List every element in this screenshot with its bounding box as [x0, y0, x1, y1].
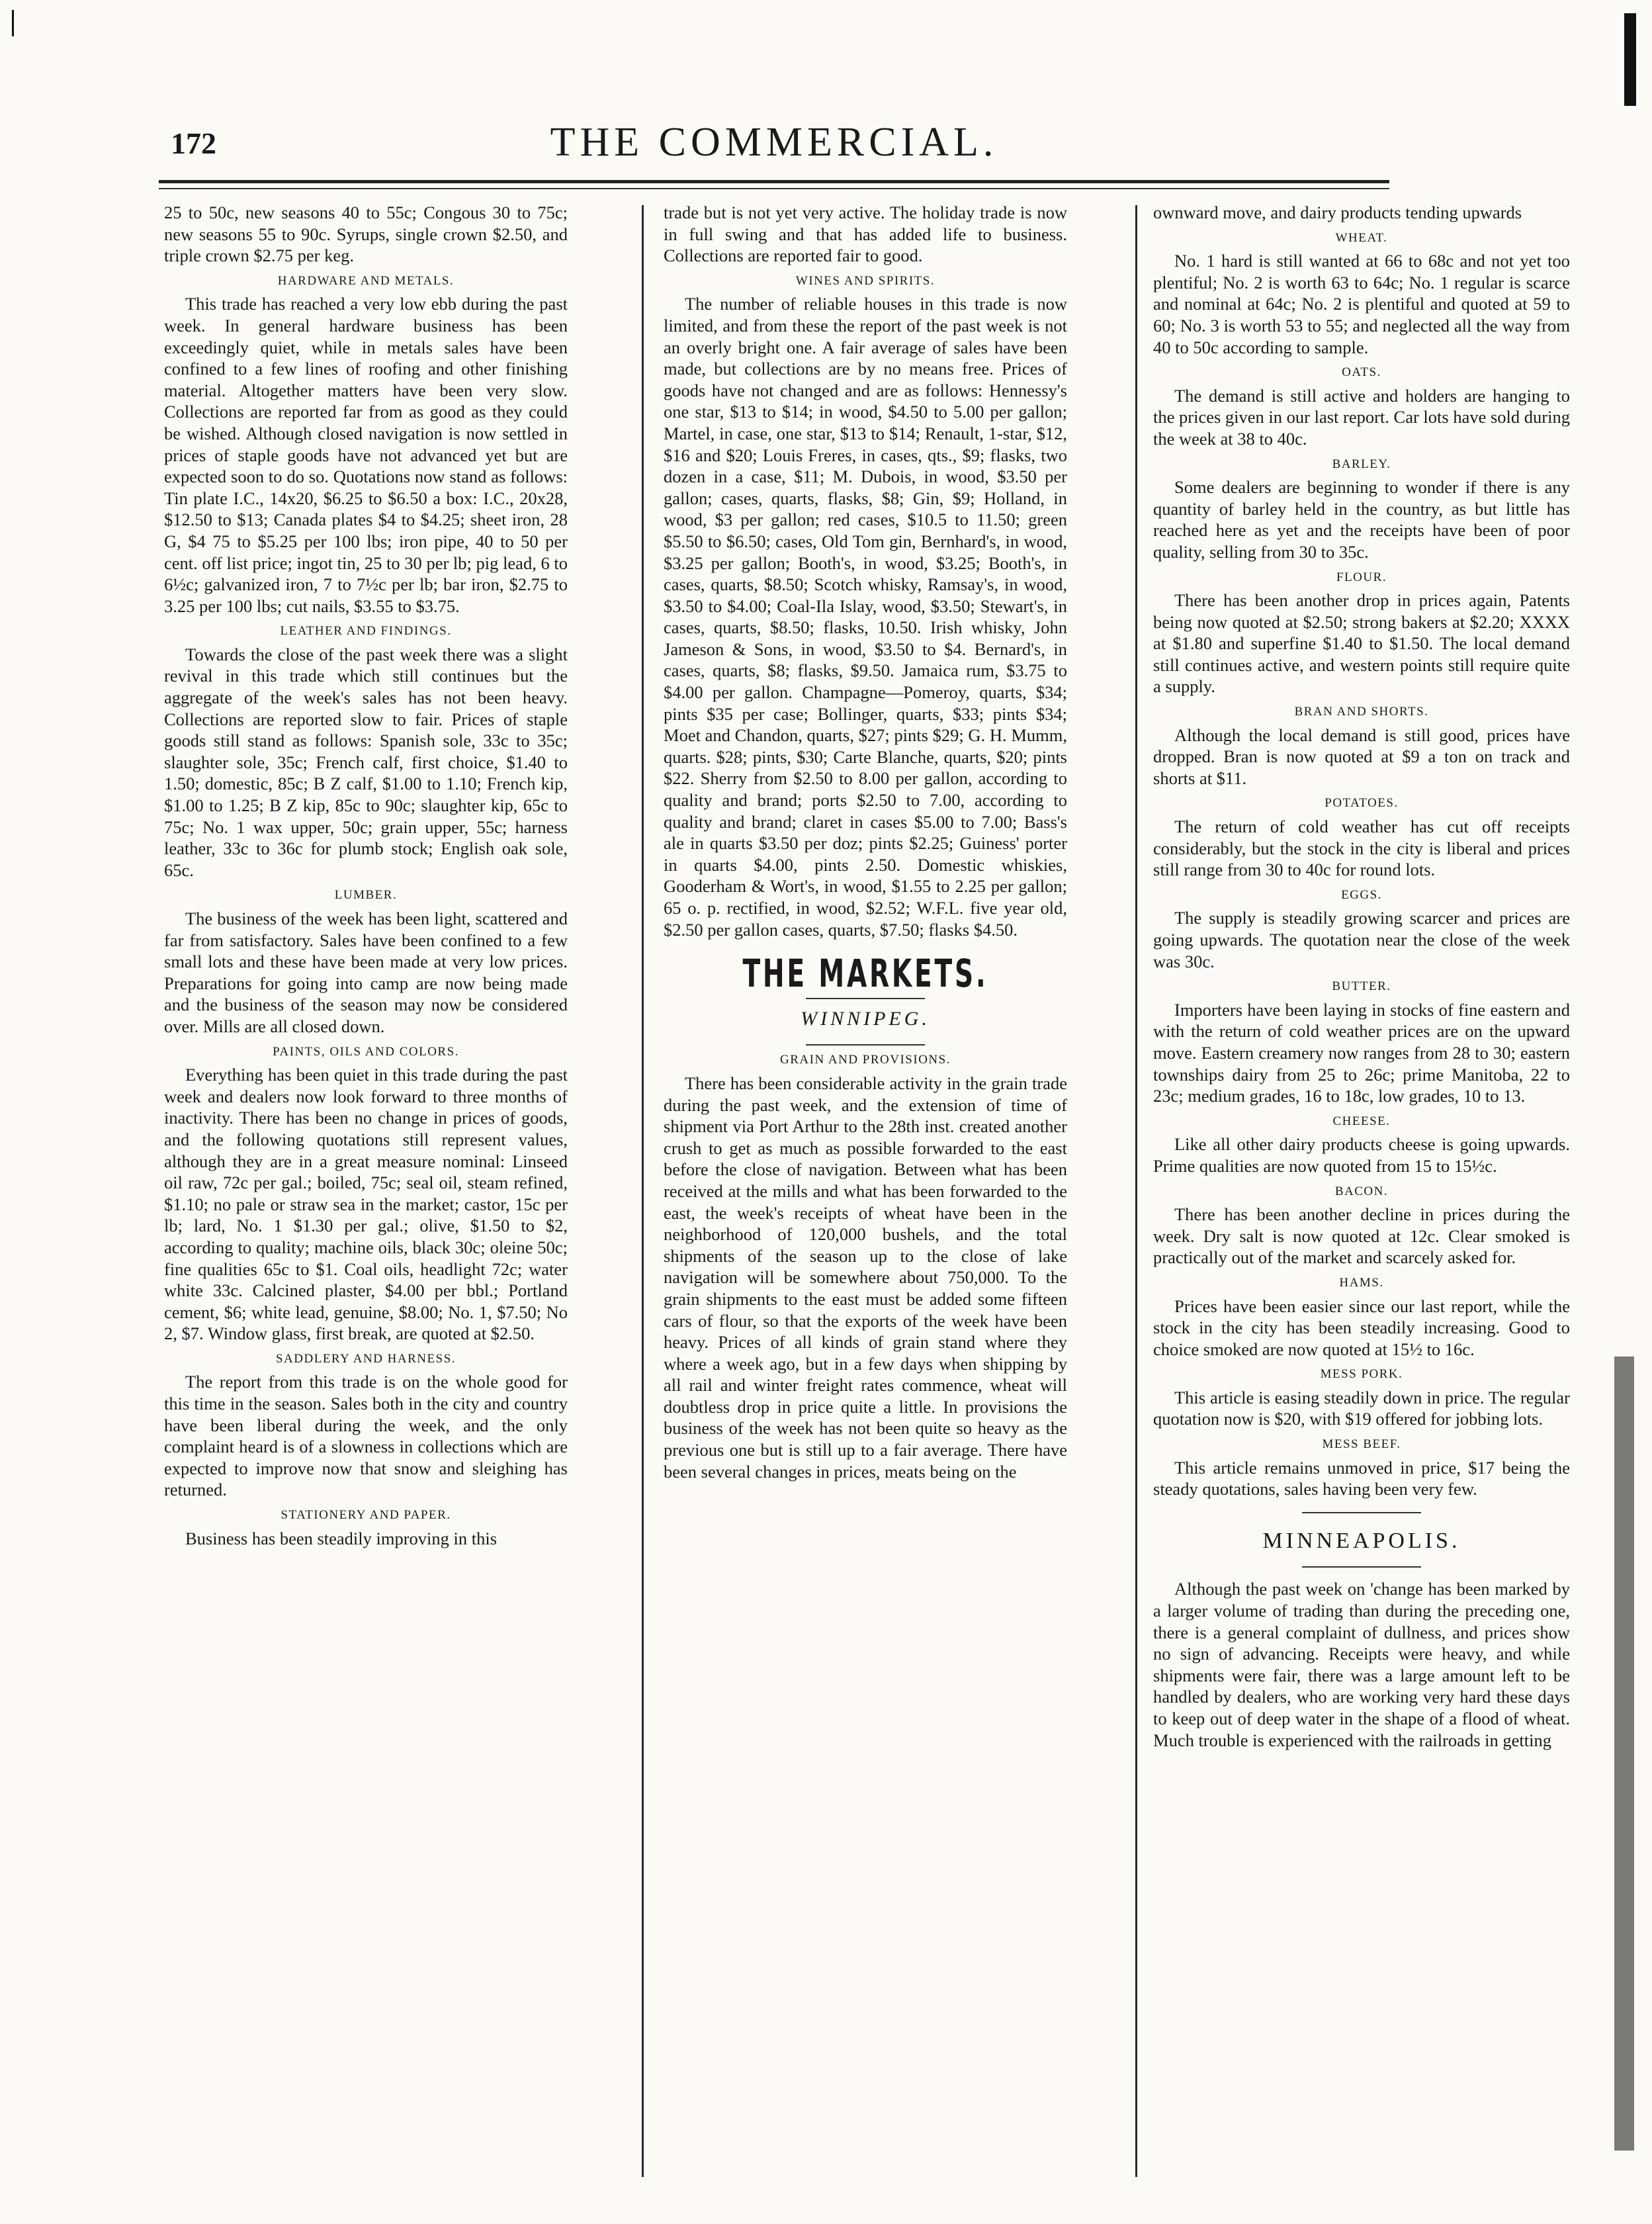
section-heading: POTATOES. [1325, 796, 1399, 811]
section-heading: BUTTER. [1332, 979, 1391, 994]
section-heading: EGGS. [1341, 887, 1382, 902]
article-paragraph: No. 1 hard is still wanted at 66 to 68c and not yet too plentiful; No. 2 is worth 63 to 64c; No. 1 regular is scarce and nominal at 64c; No. 2 is plentiful and quoted at 59 to 60; No. 3 is worth 53 to 55; and neglected all the way from 40 to 50c according to sample. [1153, 251, 1570, 357]
section-heading: LEATHER AND FINDINGS. [280, 624, 452, 639]
title-rule [806, 1044, 925, 1045]
article-paragraph: Prices have been easier since our last report, while the stock in the city has been steadily increasing. Good to choice smoked are now quoted at 15½ to 16c. [1153, 1296, 1570, 1359]
article-paragraph: The number of reliable houses in this trade is now limited, and from these the report of the past week is not an overly bright one. A fair average of sales have been made, but collections are by no means free. Prices of goods have not changed and are as follows: Hennessy's one star, $13 to $14; in wood, $4.50 to 5.00 per gallon; Martel, in case, one star, $13 to $14; Renault, 1-star, $12, $16 and $20; Louis Freres, in cases, qts., $9; flasks, two dozen in a case, $11; M. Dubois, in wood, $3.50 per gallon; cases, quarts, flasks, $8; Gin, $9; Holland, in wood, $3 per gallon; red cases, $10.5 to 11.50; green $5.50 to $6.50; cases, Old Tom gin, Bernhard's, in wood, $3.25 per gallon; Booth's, in wood, $3.25; Booth's, in cases, quarts, $8.50; Scotch whisky, Ramsay's, in wood, $3.50 to $4.00; Coal-Ila Islay, wood, $3.50; Stewart's, in cases, quarts, $8.50; flasks, 10.50. Irish whisky, John Jameson & Sons, in wood, $3.50 to $4. Bernard's, in cases, quarts, $8; flasks, $9.50. Jamaica rum, $3.75 to $4.00 per gallon. Champagne—Pomeroy, quarts, $34; pints $35 per case; Bollinger, quarts, $33; pints $34; Moet and Chandon, quarts, $27; pints $29; G. H. Mumm, quarts. $28; pints, $30; Carte Blanche, quarts, $20; pints $22. Sherry from $2.50 to 8.00 per gallon, according to quality and brand; ports $2.50 to 7.00, according to quality and brand; claret in cases $5.00 to 7.00; Bass's ale in quarts $3.50 per doz; pints $2.25; Guiness' porter in quarts $4.00, pints 2.50. Domestic whiskies, Gooderham & Wort's, in wood, $1.55 to 2.25 per gallon; 65 o. p. rectified, in wood, $2.52; W.F.L. five year old, $2.50 per gallon cases, quarts, $7.50; flasks $4.50. [664, 294, 1067, 940]
section-heading: PAINTS, OILS AND COLORS. [273, 1044, 459, 1059]
article-paragraph: This article remains unmoved in price, $17 being the steady quotations, sales having been very few. [1153, 1457, 1570, 1499]
article-paragraph: The demand is still active and holders are hanging to the prices given in our last report. Car lots have sold during the week at 38 to 40c. [1153, 385, 1570, 449]
article-paragraph: ownward move, and dairy products tending upwards [1153, 202, 1522, 222]
article-paragraph: 25 to 50c, new seasons 40 to 55c; Congous 30 to 75c; new seasons 55 to 90c. Syrups, single crown $2.50, and triple crown $2.75 per keg. [164, 202, 568, 266]
article-paragraph: There has been considerable activity in the grain trade during the past week, and the extension of time of shipment via Port Arthur to the 28th inst. created another crush to get as much as possible forwarded to the east before the close of navigation. Between what has been received at the mills and what has been forwarded to the east, the week's receipts of wheat have been in the neighborhood of 120,000 bushels, and the total shipments of the season up to the close of lake navigation will be somewhere about 750,000. To the grain shipments to the east must be added some fifteen cars of flour, so that the exports of the week have been heavy. Prices of all kinds of grain stand where they where a week ago, but in a few days when shipping by all rail and winter freight rates commence, wheat will doubtless drop in price quite a little. In provisions the business of the week has not been quite so heavy as the previous one but is still up to a fair average. There have been several changes in prices, meats being on the [664, 1073, 1067, 1482]
article-paragraph: Although the past week on 'change has been marked by a larger volume of trading than during the preceding one, there is a general complaint of dullness, and prices show no sign of advancing. Receipts were heavy, and while shipments were fair, there was a large amount left to be handled by dealers, who are working very hard these days to keep out of deep water in the shape of a flood of wheat. Much trouble is experienced with the railroads in getting [1153, 1579, 1570, 1750]
article-paragraph: Some dealers are beginning to wonder if there is any quantity of barley held in the country, as but little has reached here as yet and the receipts have been of poor quality, selling from 30 to 35c. [1153, 477, 1570, 562]
article-paragraph: This article is easing steadily down in price. The regular quotation now is $20, with $19 offered for jobbing lots. [1153, 1387, 1570, 1429]
section-heading: WINES AND SPIRITS. [795, 273, 935, 288]
article-paragraph: Importers have been laying in stocks of fine eastern and with the return of cold weather prices are on the upward move. Eastern creamery now ranges from 28 to 30; eastern townships dairy from 25 to 26c; prime Manitoba, 22 to 23c; medium grades, 16 to 18c, low grades, 10 to 13. [1153, 999, 1570, 1106]
section-heading: STATIONERY AND PAPER. [281, 1508, 451, 1523]
section-heading: SADDLERY AND HARNESS. [275, 1351, 456, 1366]
section-heading: HARDWARE AND METALS. [277, 273, 455, 288]
column-2 [664, 202, 1067, 2180]
section-heading: GRAIN AND PROVISIONS. [780, 1053, 951, 1067]
article-paragraph: Business has been steadily improving in this [185, 1528, 498, 1548]
section-heading: OATS. [1342, 365, 1381, 380]
section-heading: MESS PORK. [1320, 1367, 1403, 1382]
title-rule [806, 998, 925, 999]
column-1 [164, 202, 568, 2180]
header-rule-thin [159, 188, 1389, 189]
title-rule [1302, 1512, 1421, 1513]
section-heading: BRAN AND SHORTS. [1294, 705, 1429, 719]
article-paragraph: This trade has reached a very low ebb during the past week. In general hardware business has been exceedingly quiet, while in metals sales have been confined to a few lines of roofing and other finishing material. Altogether matters have been very slow. Collections are reported far from as good as they could be wished. Although closed navigation is now settled in prices of staple goods have not advanced yet but are expected soon to do so. Quotations now stand as follows: Tin plate I.C., 14x20, $6.25 to $6.50 a box: I.C., 20x28, $12.50 to $13; Canada plates $4 to $4.25; sheet iron, 28 G, $4 75 to $5.25 per 100 lbs; iron pipe, 40 to 50 per cent. off list price; ingot tin, 25 to 30 per lb; pig lead, 6 to 6½c; galvanized iron, 7 to 7½c per lb; bar iron, $2.75 to 3.25 per 100 lbs; cut nails, $3.55 to $3.75. [164, 294, 568, 616]
column-3 [1153, 202, 1570, 2180]
scan-artifact [1614, 1357, 1634, 2151]
column-divider [642, 205, 644, 2177]
scan-artifact [1624, 13, 1636, 106]
page-number: 172 [171, 126, 216, 160]
title-rule [1302, 1566, 1421, 1568]
scan-artifact [12, 10, 14, 36]
article-paragraph: The supply is steadily growing scarcer and prices are going upwards. The quotation near the close of the week was 30c. [1153, 908, 1570, 971]
article-paragraph: trade but is not yet very active. The holiday trade is now in full swing and that has added life to business. Collections are reported fair to good. [664, 202, 1067, 266]
header-rule-thick [159, 180, 1389, 183]
article-paragraph: Although the local demand is still good, prices have dropped. Bran is now quoted at $9 a ton on track and shorts at $11. [1153, 725, 1570, 788]
section-heading: WHEAT. [1335, 230, 1388, 245]
section-heading: FLOUR. [1336, 570, 1387, 584]
article-paragraph: There has been another decline in prices during the week. Dry salt is now quoted at 12c. Clear smoked is practically out of the market and scarcely asked for. [1153, 1204, 1570, 1268]
article-paragraph: The return of cold weather has cut off receipts considerably, but the stock in the city is liberal and prices still range from 30 to 40c for round lots. [1153, 817, 1570, 880]
masthead-title: THE COMMERCIAL. [550, 120, 998, 165]
article-paragraph: Everything has been quiet in this trade during the past week and dealers now look forward to three months of inactivity. There has been no change in prices of goods, and the following quotations still represent values, although they are in a great measure nominal: Linseed oil raw, 72c per gal.; boiled, 75c; seal oil, steam refined, $1.10; no pale or straw sea in the market; castor, 15c per lb; lard, No. 1 $1.30 per gal.; olive, $1.50 to $2, according to quality; machine oils, black 30c; oleine 50c; fine qualities 65c to $1. Coal oils, headlight 72c; water white 33c. Calcined plaster, $4.00 per bbl.; Portland cement, $6; white lead, genuine, $8.00; No. 1, $7.50; No 2, $7. Window glass, first break, are quoted at $2.50. [164, 1065, 568, 1344]
section-heading: MESS BEEF. [1322, 1437, 1401, 1452]
article-paragraph: Towards the close of the past week there was a slight revival in this trade which still continues but the aggregate of the week's sales has not been heavy. Collections are reported slow to fair. Prices of staple goods still stand as follows: Spanish sole, 33c to 35c; slaughter sole, 35c; French calf, first choice, $1.40 to 1.50; domestic, 85c; B Z calf, $1.00 to 1.10; French kip, $1.00 to 1.25; B Z kip, 85c to 90c; slaughter kip, 65c to 75c; No. 1 wax upper, 50c; grain upper, 55c; harness leather, 33c to 36c for plumb stock; English oak sole, 65c. [164, 644, 568, 880]
section-heading: CHEESE. [1332, 1114, 1391, 1128]
markets-title: THE MARKETS. [742, 951, 988, 997]
winnipeg-title: WINNIPEG. [801, 1007, 930, 1030]
article-paragraph: Like all other dairy products cheese is going upwards. Prime qualities are now quoted from 15 to 15½c. [1153, 1134, 1570, 1176]
page-header [159, 119, 1389, 179]
article-paragraph: There has been another drop in prices again, Patents being now quoted at $2.50; strong bakers at $2.20; XXXX at $1.80 and superfine $1.40 to $1.50. The local demand still continues active, and western points still require quite a supply. [1153, 590, 1570, 697]
minneapolis-title: MINNEAPOLIS. [1262, 1528, 1461, 1553]
article-paragraph: The report from this trade is on the whole good for this time in the season. Sales both in the city and country have been liberal during the week, and the only complaint heard is of a slowness in collections which are expected to improve now that snow and sleighing has returned. [164, 1372, 568, 1500]
article-paragraph: The business of the week has been light, scattered and far from satisfactory. Sales have been confined to a few small lots and these have been made at very low prices. Preparations for going into camp are now being made and the business of the season may now be considered over. Mills are all closed down. [164, 909, 568, 1036]
column-divider [1135, 205, 1137, 2177]
section-heading: BARLEY. [1332, 457, 1391, 471]
section-heading: LUMBER. [334, 888, 398, 903]
section-heading: BACON. [1334, 1184, 1389, 1198]
section-heading: HAMS. [1339, 1275, 1384, 1290]
